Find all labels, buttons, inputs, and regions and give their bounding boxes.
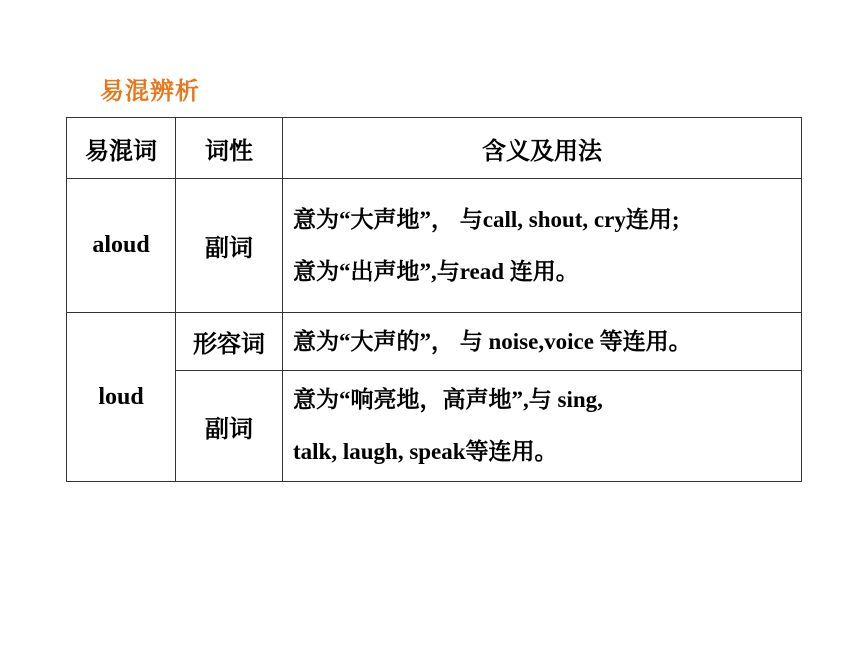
table-header-row	[67, 118, 802, 179]
table-row-loud-adjective	[67, 313, 802, 371]
usage-line: 意为“大声的”， 与 noise,voice 等连用。	[293, 328, 692, 354]
usage-cell-loud-adjective	[283, 313, 802, 371]
table-row-loud-adverb	[67, 371, 802, 482]
comparison-table	[66, 117, 802, 482]
header-meaning-usage: 含义及用法	[283, 118, 802, 179]
pos-cell-aloud-adverb: 副词	[176, 179, 283, 313]
usage-cell-aloud	[283, 179, 802, 313]
word-cell-aloud: aloud	[67, 179, 176, 313]
header-word: 易混词	[67, 118, 176, 179]
section-title: 易混辨析	[100, 77, 200, 105]
usage-line: talk, laugh, speak等连用。	[293, 439, 558, 464]
header-part-of-speech: 词性	[176, 118, 283, 179]
usage-line: 意为“响亮地，高声地”,与 sing,	[293, 387, 603, 412]
usage-line: 意为“大声地”， 与call, shout, cry连用;	[293, 206, 680, 232]
pos-cell-loud-adjective: 形容词	[176, 313, 283, 371]
pos-cell-loud-adverb: 副词	[176, 371, 283, 482]
usage-line: 意为“出声地”,与read 连用。	[293, 258, 579, 284]
word-cell-loud: loud	[67, 313, 176, 482]
table-row-aloud	[67, 179, 802, 313]
usage-cell-loud-adverb	[283, 371, 802, 482]
